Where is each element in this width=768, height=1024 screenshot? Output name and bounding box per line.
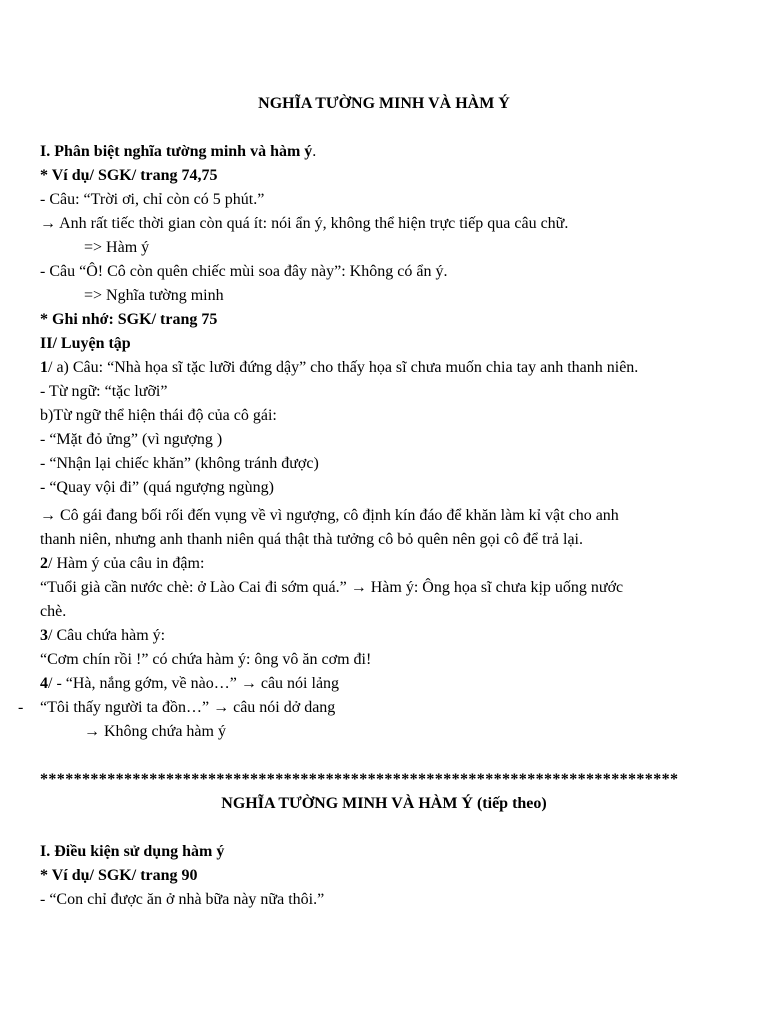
text-line: “Tôi thấy người ta đồn…” → câu nói dở dang <box>40 699 336 716</box>
section-heading-1-period: . <box>312 143 317 160</box>
separator: **************************************************************************** <box>40 771 679 788</box>
text-line: → Cô gái đang bối rối đến vụng về vì ngượng, cô định kín đáo để khăn làm kỉ vật cho anh <box>40 507 619 524</box>
section-heading-2: II/ Luyện tập <box>40 335 131 352</box>
text-line: - “Quay vội đi” (quá ngượng ngùng) <box>40 479 274 496</box>
text-line: → Anh rất tiếc thời gian còn quá ít: nói ẩn ý, không thể hiện trực tiếp qua câu chữ. <box>40 215 569 232</box>
conclusion-line: => Hàm ý <box>84 239 150 256</box>
exercise-3 <box>40 626 165 646</box>
text-line: - “Mặt đỏ ửng” (vì ngượng ) <box>40 431 223 448</box>
text-line: thanh niên, nhưng anh thanh niên quá thật thà tưởng cô bỏ quên nên gọi cô để trả lại. <box>40 531 583 548</box>
text-line: b)Từ ngữ thể hiện thái độ của cô gái: <box>40 407 277 424</box>
exercise-number: 3 <box>40 627 48 644</box>
exercise-number: 2 <box>40 555 48 572</box>
section-heading-1 <box>40 142 316 162</box>
text-line: - “Nhận lại chiếc khăn” (không tránh được) <box>40 455 319 472</box>
exercise-4 <box>40 674 339 694</box>
exercise-text: / Hàm ý của câu in đậm: <box>48 555 205 572</box>
example-reference: * Ví dụ/ SGK/ trang 90 <box>40 867 198 884</box>
text-line: - Câu “Ô! Cô còn quên chiếc mùi soa đây này”: Không có ẩn ý. <box>40 263 448 280</box>
section-heading-3: I. Điều kiện sử dụng hàm ý <box>40 843 225 860</box>
memo-note: * Ghi nhớ: SGK/ trang 75 <box>40 311 218 328</box>
example-reference: * Ví dụ/ SGK/ trang 74,75 <box>40 167 218 184</box>
exercise-text: / - “Hà, nắng gớm, về nào…” → câu nói lảng <box>48 675 340 692</box>
page-title-continued: NGHĨA TƯỜNG MINH VÀ HÀM Ý (tiếp theo) <box>221 795 547 812</box>
text-line: chè. <box>40 603 67 620</box>
exercise-text: / Câu chứa hàm ý: <box>48 627 166 644</box>
text-line: - Câu: “Trời ơi, chỉ còn có 5 phút.” <box>40 191 265 208</box>
text-line: “Cơm chín rồi !” có chứa hàm ý: ông vô ăn cơm đi! <box>40 651 372 668</box>
exercise-number: 4 <box>40 675 48 692</box>
exercise-text: / a) Câu: “Nhà họa sĩ tặc lưỡi đứng dậy” cho thấy họa sĩ chưa muốn chia tay anh thanh niên. <box>48 359 639 376</box>
text-line: - Từ ngữ: “tặc lưỡi” <box>40 383 168 400</box>
section-heading-1-text: I. Phân biệt nghĩa tường minh và hàm ý <box>40 143 313 160</box>
text-line: “Tuổi già cần nước chè: ở Lào Cai đi sớm quá.” → Hàm ý: Ông họa sĩ chưa kịp uống nước <box>40 579 624 596</box>
exercise-number: 1 <box>40 359 48 376</box>
bullet-dash: - <box>18 699 24 716</box>
conclusion-line: → Không chứa hàm ý <box>84 723 226 740</box>
page-title: NGHĨA TƯỜNG MINH VÀ HÀM Ý <box>258 95 510 112</box>
exercise-2 <box>40 554 204 574</box>
text-line: - “Con chỉ được ăn ở nhà bữa này nữa thôi.” <box>40 891 325 908</box>
conclusion-line: => Nghĩa tường minh <box>84 287 224 304</box>
exercise-1 <box>40 358 638 378</box>
